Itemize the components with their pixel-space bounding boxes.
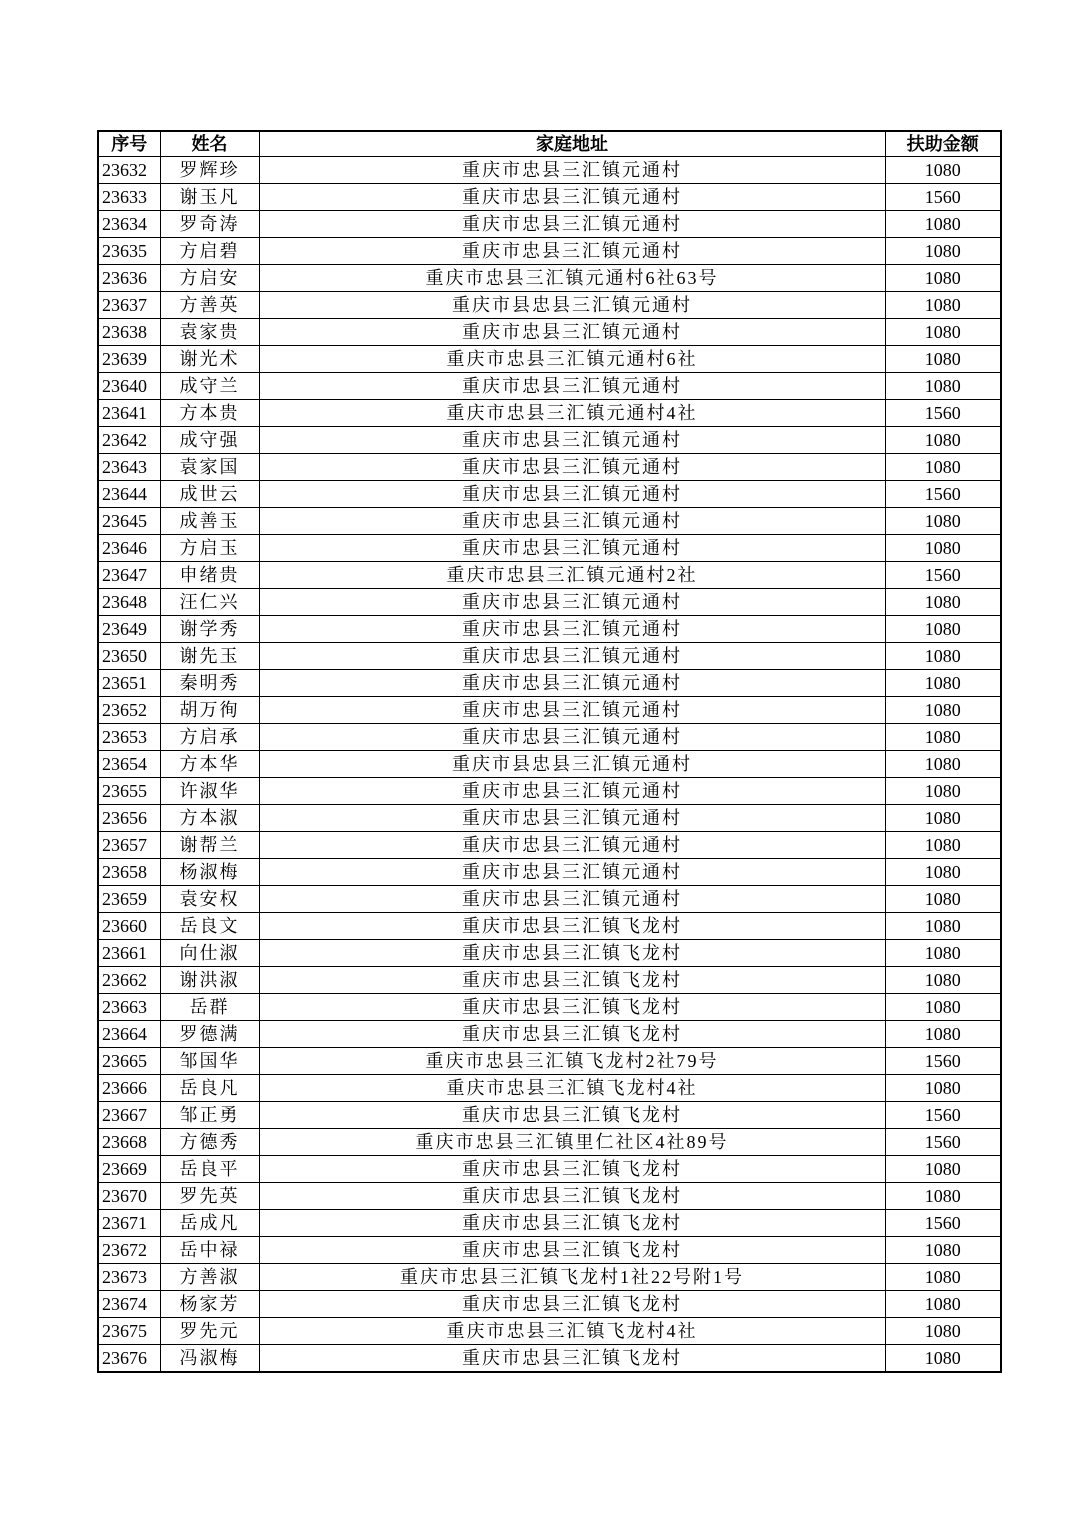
cell-home-address: 重庆市忠县三汇镇元通村 — [259, 805, 885, 832]
table-row — [98, 427, 1001, 454]
cell-name: 岳群 — [160, 994, 259, 1021]
cell-home-address: 重庆市忠县三汇镇元通村 — [259, 697, 885, 724]
cell-serial-number: 23657 — [98, 832, 160, 859]
cell-assistance-amount: 1080 — [885, 616, 1001, 643]
cell-name: 岳成凡 — [160, 1210, 259, 1237]
cell-home-address: 重庆市忠县三汇镇元通村 — [259, 319, 885, 346]
table-row — [98, 886, 1001, 913]
cell-serial-number: 23632 — [98, 157, 160, 184]
cell-assistance-amount: 1080 — [885, 535, 1001, 562]
cell-assistance-amount: 1560 — [885, 400, 1001, 427]
header-name: 姓名 — [160, 131, 259, 157]
cell-home-address: 重庆市忠县三汇镇元通村6社63号 — [259, 265, 885, 292]
header-row — [98, 131, 1001, 157]
cell-name: 向仕淑 — [160, 940, 259, 967]
table-row — [98, 913, 1001, 940]
cell-assistance-amount: 1560 — [885, 1102, 1001, 1129]
cell-home-address: 重庆市忠县三汇镇元通村 — [259, 373, 885, 400]
cell-serial-number: 23673 — [98, 1264, 160, 1291]
cell-home-address: 重庆市忠县三汇镇飞龙村 — [259, 1345, 885, 1373]
cell-home-address: 重庆市忠县三汇镇飞龙村1社22号附1号 — [259, 1264, 885, 1291]
cell-assistance-amount: 1080 — [885, 940, 1001, 967]
header-assistance-amount: 扶助金额 — [885, 131, 1001, 157]
table-row — [98, 1210, 1001, 1237]
cell-name: 岳良平 — [160, 1156, 259, 1183]
cell-home-address: 重庆市忠县三汇镇元通村 — [259, 211, 885, 238]
cell-name: 方启碧 — [160, 238, 259, 265]
cell-assistance-amount: 1080 — [885, 1264, 1001, 1291]
table-row — [98, 859, 1001, 886]
cell-name: 方本华 — [160, 751, 259, 778]
header-serial-number: 序号 — [98, 131, 160, 157]
cell-serial-number: 23647 — [98, 562, 160, 589]
cell-assistance-amount: 1080 — [885, 1318, 1001, 1345]
table-row — [98, 1021, 1001, 1048]
cell-serial-number: 23672 — [98, 1237, 160, 1264]
cell-home-address: 重庆市忠县三汇镇元通村6社 — [259, 346, 885, 373]
cell-name: 袁家国 — [160, 454, 259, 481]
cell-assistance-amount: 1560 — [885, 1210, 1001, 1237]
table-row — [98, 481, 1001, 508]
table-row — [98, 535, 1001, 562]
header-home-address: 家庭地址 — [259, 131, 885, 157]
table-row — [98, 778, 1001, 805]
table-row — [98, 265, 1001, 292]
cell-home-address: 重庆市忠县三汇镇元通村 — [259, 535, 885, 562]
cell-name: 成守兰 — [160, 373, 259, 400]
table-body — [98, 157, 1001, 1373]
cell-serial-number: 23634 — [98, 211, 160, 238]
cell-name: 岳中禄 — [160, 1237, 259, 1264]
cell-home-address: 重庆市忠县三汇镇飞龙村4社 — [259, 1318, 885, 1345]
cell-home-address: 重庆市忠县三汇镇元通村 — [259, 778, 885, 805]
cell-home-address: 重庆市忠县三汇镇飞龙村 — [259, 967, 885, 994]
table-row — [98, 805, 1001, 832]
cell-serial-number: 23655 — [98, 778, 160, 805]
cell-name: 罗辉珍 — [160, 157, 259, 184]
cell-home-address: 重庆市忠县三汇镇飞龙村 — [259, 913, 885, 940]
cell-home-address: 重庆市县忠县三汇镇元通村 — [259, 292, 885, 319]
cell-name: 罗奇涛 — [160, 211, 259, 238]
cell-home-address: 重庆市忠县三汇镇元通村 — [259, 508, 885, 535]
cell-home-address: 重庆市忠县三汇镇飞龙村 — [259, 940, 885, 967]
table-row — [98, 400, 1001, 427]
cell-serial-number: 23652 — [98, 697, 160, 724]
cell-assistance-amount: 1080 — [885, 643, 1001, 670]
cell-assistance-amount: 1080 — [885, 589, 1001, 616]
table-row — [98, 670, 1001, 697]
cell-name: 谢光术 — [160, 346, 259, 373]
cell-assistance-amount: 1080 — [885, 1021, 1001, 1048]
cell-name: 秦明秀 — [160, 670, 259, 697]
table-row — [98, 967, 1001, 994]
cell-name: 成善玉 — [160, 508, 259, 535]
cell-home-address: 重庆市忠县三汇镇元通村 — [259, 616, 885, 643]
cell-assistance-amount: 1080 — [885, 319, 1001, 346]
cell-name: 冯淑梅 — [160, 1345, 259, 1373]
cell-home-address: 重庆市忠县三汇镇元通村 — [259, 886, 885, 913]
cell-assistance-amount: 1080 — [885, 265, 1001, 292]
cell-serial-number: 23643 — [98, 454, 160, 481]
cell-home-address: 重庆市忠县三汇镇元通村 — [259, 427, 885, 454]
cell-assistance-amount: 1080 — [885, 157, 1001, 184]
cell-name: 谢学秀 — [160, 616, 259, 643]
table-header — [98, 131, 1001, 157]
cell-name: 申绪贵 — [160, 562, 259, 589]
table-row — [98, 292, 1001, 319]
table-row — [98, 1129, 1001, 1156]
cell-name: 岳良文 — [160, 913, 259, 940]
cell-home-address: 重庆市忠县三汇镇元通村 — [259, 454, 885, 481]
cell-name: 汪仁兴 — [160, 589, 259, 616]
cell-name: 方善英 — [160, 292, 259, 319]
cell-serial-number: 23639 — [98, 346, 160, 373]
cell-serial-number: 23660 — [98, 913, 160, 940]
cell-home-address: 重庆市忠县三汇镇元通村 — [259, 184, 885, 211]
cell-serial-number: 23662 — [98, 967, 160, 994]
cell-serial-number: 23636 — [98, 265, 160, 292]
cell-serial-number: 23676 — [98, 1345, 160, 1373]
cell-assistance-amount: 1080 — [885, 778, 1001, 805]
cell-name: 袁家贵 — [160, 319, 259, 346]
cell-home-address: 重庆市忠县三汇镇飞龙村4社 — [259, 1075, 885, 1102]
cell-name: 成守强 — [160, 427, 259, 454]
cell-serial-number: 23663 — [98, 994, 160, 1021]
cell-serial-number: 23674 — [98, 1291, 160, 1318]
cell-serial-number: 23671 — [98, 1210, 160, 1237]
cell-name: 谢玉凡 — [160, 184, 259, 211]
cell-serial-number: 23666 — [98, 1075, 160, 1102]
table-row — [98, 616, 1001, 643]
cell-assistance-amount: 1080 — [885, 886, 1001, 913]
table-row — [98, 832, 1001, 859]
cell-serial-number: 23648 — [98, 589, 160, 616]
cell-home-address: 重庆市忠县三汇镇元通村 — [259, 157, 885, 184]
table-row — [98, 1264, 1001, 1291]
cell-assistance-amount: 1080 — [885, 751, 1001, 778]
cell-name: 邹国华 — [160, 1048, 259, 1075]
cell-name: 杨淑梅 — [160, 859, 259, 886]
cell-name: 袁安权 — [160, 886, 259, 913]
cell-name: 罗先英 — [160, 1183, 259, 1210]
cell-assistance-amount: 1560 — [885, 184, 1001, 211]
table-row — [98, 643, 1001, 670]
cell-serial-number: 23658 — [98, 859, 160, 886]
table-row — [98, 508, 1001, 535]
cell-assistance-amount: 1080 — [885, 805, 1001, 832]
cell-assistance-amount: 1080 — [885, 292, 1001, 319]
cell-serial-number: 23656 — [98, 805, 160, 832]
table-row — [98, 454, 1001, 481]
cell-serial-number: 23638 — [98, 319, 160, 346]
cell-serial-number: 23654 — [98, 751, 160, 778]
cell-assistance-amount: 1080 — [885, 211, 1001, 238]
cell-serial-number: 23667 — [98, 1102, 160, 1129]
cell-assistance-amount: 1080 — [885, 832, 1001, 859]
cell-assistance-amount: 1080 — [885, 913, 1001, 940]
cell-serial-number: 23641 — [98, 400, 160, 427]
table-row — [98, 751, 1001, 778]
table-row — [98, 1156, 1001, 1183]
cell-name: 方启承 — [160, 724, 259, 751]
cell-serial-number: 23650 — [98, 643, 160, 670]
cell-home-address: 重庆市县忠县三汇镇元通村 — [259, 751, 885, 778]
table-row — [98, 994, 1001, 1021]
cell-serial-number: 23644 — [98, 481, 160, 508]
cell-name: 成世云 — [160, 481, 259, 508]
cell-home-address: 重庆市忠县三汇镇元通村 — [259, 859, 885, 886]
cell-name: 方本淑 — [160, 805, 259, 832]
cell-home-address: 重庆市忠县三汇镇元通村 — [259, 643, 885, 670]
cell-assistance-amount: 1560 — [885, 481, 1001, 508]
cell-assistance-amount: 1080 — [885, 967, 1001, 994]
cell-name: 胡万徇 — [160, 697, 259, 724]
cell-home-address: 重庆市忠县三汇镇元通村 — [259, 670, 885, 697]
cell-home-address: 重庆市忠县三汇镇元通村 — [259, 724, 885, 751]
cell-name: 谢帮兰 — [160, 832, 259, 859]
cell-name: 谢先玉 — [160, 643, 259, 670]
assistance-table — [97, 130, 1002, 1373]
cell-serial-number: 23646 — [98, 535, 160, 562]
cell-serial-number: 23635 — [98, 238, 160, 265]
cell-name: 罗德满 — [160, 1021, 259, 1048]
cell-name: 方德秀 — [160, 1129, 259, 1156]
cell-serial-number: 23675 — [98, 1318, 160, 1345]
cell-assistance-amount: 1560 — [885, 562, 1001, 589]
cell-assistance-amount: 1080 — [885, 1183, 1001, 1210]
cell-name: 邹正勇 — [160, 1102, 259, 1129]
cell-name: 方本贵 — [160, 400, 259, 427]
cell-assistance-amount: 1080 — [885, 238, 1001, 265]
cell-home-address: 重庆市忠县三汇镇飞龙村 — [259, 1183, 885, 1210]
table-row — [98, 211, 1001, 238]
cell-serial-number: 23665 — [98, 1048, 160, 1075]
cell-name: 岳良凡 — [160, 1075, 259, 1102]
cell-home-address: 重庆市忠县三汇镇飞龙村 — [259, 1237, 885, 1264]
cell-assistance-amount: 1080 — [885, 697, 1001, 724]
cell-serial-number: 23645 — [98, 508, 160, 535]
cell-serial-number: 23642 — [98, 427, 160, 454]
cell-assistance-amount: 1080 — [885, 1156, 1001, 1183]
table-row — [98, 1345, 1001, 1373]
cell-assistance-amount: 1080 — [885, 1291, 1001, 1318]
cell-assistance-amount: 1080 — [885, 454, 1001, 481]
table-row — [98, 1075, 1001, 1102]
cell-assistance-amount: 1080 — [885, 994, 1001, 1021]
cell-name: 杨家芳 — [160, 1291, 259, 1318]
cell-serial-number: 23669 — [98, 1156, 160, 1183]
cell-home-address: 重庆市忠县三汇镇元通村2社 — [259, 562, 885, 589]
table-row — [98, 1291, 1001, 1318]
cell-name: 许淑华 — [160, 778, 259, 805]
table-row — [98, 346, 1001, 373]
cell-home-address: 重庆市忠县三汇镇元通村 — [259, 589, 885, 616]
table-row — [98, 1318, 1001, 1345]
table-row — [98, 697, 1001, 724]
cell-assistance-amount: 1080 — [885, 859, 1001, 886]
cell-home-address: 重庆市忠县三汇镇飞龙村 — [259, 1156, 885, 1183]
cell-name: 方启玉 — [160, 535, 259, 562]
table-row — [98, 1102, 1001, 1129]
cell-home-address: 重庆市忠县三汇镇飞龙村 — [259, 1102, 885, 1129]
cell-name: 方启安 — [160, 265, 259, 292]
cell-assistance-amount: 1080 — [885, 373, 1001, 400]
table-row — [98, 238, 1001, 265]
cell-assistance-amount: 1080 — [885, 1075, 1001, 1102]
cell-assistance-amount: 1080 — [885, 346, 1001, 373]
cell-assistance-amount: 1560 — [885, 1129, 1001, 1156]
table-row — [98, 1048, 1001, 1075]
cell-name: 谢洪淑 — [160, 967, 259, 994]
table-row — [98, 724, 1001, 751]
cell-assistance-amount: 1560 — [885, 1048, 1001, 1075]
cell-name: 罗先元 — [160, 1318, 259, 1345]
cell-serial-number: 23653 — [98, 724, 160, 751]
cell-assistance-amount: 1080 — [885, 670, 1001, 697]
cell-home-address: 重庆市忠县三汇镇元通村4社 — [259, 400, 885, 427]
cell-home-address: 重庆市忠县三汇镇元通村 — [259, 481, 885, 508]
cell-serial-number: 23659 — [98, 886, 160, 913]
cell-assistance-amount: 1080 — [885, 508, 1001, 535]
cell-serial-number: 23651 — [98, 670, 160, 697]
table-row — [98, 373, 1001, 400]
table-row — [98, 184, 1001, 211]
cell-home-address: 重庆市忠县三汇镇里仁社区4社89号 — [259, 1129, 885, 1156]
cell-serial-number: 23640 — [98, 373, 160, 400]
cell-serial-number: 23664 — [98, 1021, 160, 1048]
cell-serial-number: 23668 — [98, 1129, 160, 1156]
table-row — [98, 319, 1001, 346]
assistance-table-container — [97, 130, 1000, 1373]
cell-name: 方善淑 — [160, 1264, 259, 1291]
table-row — [98, 1183, 1001, 1210]
cell-serial-number: 23633 — [98, 184, 160, 211]
cell-serial-number: 23649 — [98, 616, 160, 643]
cell-home-address: 重庆市忠县三汇镇元通村 — [259, 832, 885, 859]
cell-assistance-amount: 1080 — [885, 427, 1001, 454]
table-row — [98, 562, 1001, 589]
cell-serial-number: 23637 — [98, 292, 160, 319]
cell-home-address: 重庆市忠县三汇镇飞龙村 — [259, 994, 885, 1021]
table-row — [98, 157, 1001, 184]
cell-assistance-amount: 1080 — [885, 724, 1001, 751]
table-row — [98, 1237, 1001, 1264]
cell-home-address: 重庆市忠县三汇镇飞龙村 — [259, 1291, 885, 1318]
cell-home-address: 重庆市忠县三汇镇飞龙村2社79号 — [259, 1048, 885, 1075]
table-row — [98, 940, 1001, 967]
cell-home-address: 重庆市忠县三汇镇飞龙村 — [259, 1021, 885, 1048]
cell-assistance-amount: 1080 — [885, 1237, 1001, 1264]
cell-home-address: 重庆市忠县三汇镇元通村 — [259, 238, 885, 265]
cell-assistance-amount: 1080 — [885, 1345, 1001, 1373]
cell-home-address: 重庆市忠县三汇镇飞龙村 — [259, 1210, 885, 1237]
table-row — [98, 589, 1001, 616]
cell-serial-number: 23670 — [98, 1183, 160, 1210]
cell-serial-number: 23661 — [98, 940, 160, 967]
